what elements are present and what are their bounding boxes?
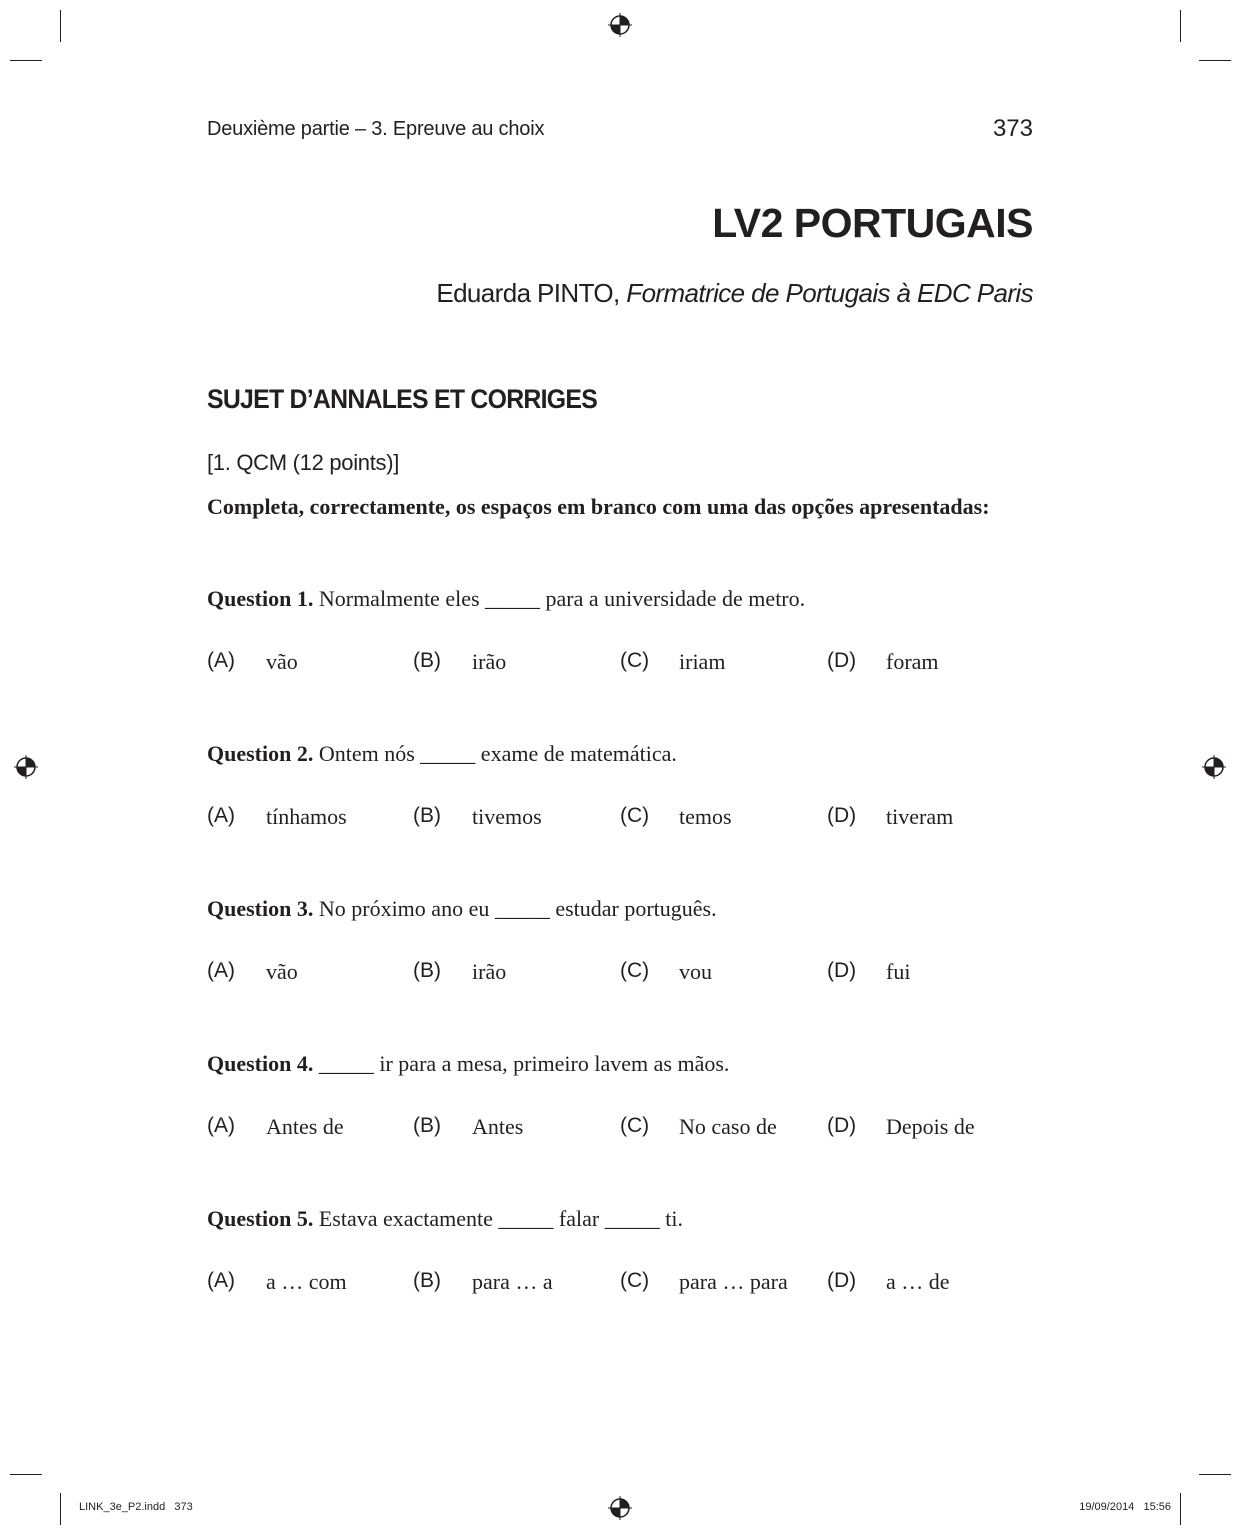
question-4 <box>207 1051 729 1077</box>
question-2 <box>207 741 677 767</box>
option-letter: (C) <box>620 1114 650 1137</box>
author-name: Eduarda PINTO, <box>436 278 620 308</box>
option-text: No caso de <box>679 1114 777 1139</box>
options-1 <box>207 649 1033 679</box>
question-label: Question 3. <box>207 896 314 921</box>
instruction-text: Completa, correctamente, os espaços em branco com uma das opções apresentadas: <box>207 494 990 519</box>
option-text: irão <box>472 649 507 674</box>
crop-mark <box>10 60 42 61</box>
question-label: Question 4. <box>207 1051 314 1076</box>
option-text: tínhamos <box>266 804 347 829</box>
option-letter: (D) <box>827 649 857 672</box>
option-letter: (D) <box>827 959 857 982</box>
question-label: Question 2. <box>207 741 314 766</box>
option-letter: (D) <box>827 804 857 827</box>
crop-mark <box>60 1493 61 1525</box>
option-letter: (B) <box>413 1269 441 1292</box>
question-text: Ontem nós _____ exame de matemática. <box>318 741 677 766</box>
question-text: Estava exactamente _____ falar _____ ti. <box>318 1206 683 1231</box>
option-letter: (A) <box>207 804 235 827</box>
crop-mark <box>10 1474 42 1475</box>
option-text: Antes de <box>266 1114 344 1139</box>
section-heading: SUJET D’ANNALES ET CORRIGES <box>207 384 598 414</box>
option-text: vou <box>679 959 712 984</box>
slug-date: 19/09/2014 15:56 <box>1079 1501 1171 1513</box>
option-letter: (B) <box>413 1114 441 1137</box>
option-text: temos <box>679 804 732 829</box>
page-number: 373 <box>992 115 1033 142</box>
option-text: foram <box>886 649 939 674</box>
options-4 <box>207 1114 1033 1144</box>
options-5 <box>207 1269 1033 1299</box>
question-label: Question 5. <box>207 1206 314 1231</box>
page-title: LV2 PORTUGAIS <box>712 200 1033 246</box>
option-text: a … com <box>266 1269 347 1294</box>
option-letter: (A) <box>207 1114 235 1137</box>
question-text: Normalmente eles _____ para a universidade de metro. <box>318 586 806 611</box>
option-letter: (A) <box>207 959 235 982</box>
running-head: Deuxième partie – 3. Epreuve au choix <box>207 118 545 140</box>
option-text: tivemos <box>472 804 542 829</box>
crop-mark <box>1199 1474 1231 1475</box>
option-text: Antes <box>472 1114 524 1139</box>
question-text: No próximo ano eu _____ estudar português. <box>318 896 717 921</box>
option-letter: (B) <box>413 649 441 672</box>
question-label: Question 1. <box>207 586 314 611</box>
registration-mark-icon <box>608 13 632 37</box>
option-text: iriam <box>679 649 726 674</box>
options-3 <box>207 959 1033 989</box>
question-5 <box>207 1206 683 1232</box>
option-letter: (B) <box>413 959 441 982</box>
option-text: fui <box>886 959 911 984</box>
options-2 <box>207 804 1033 834</box>
option-text: Depois de <box>886 1114 975 1139</box>
part-label: [1. QCM (12 points)] <box>207 450 400 475</box>
slug-file: LINK_3e_P2.indd 373 <box>79 1501 193 1513</box>
option-letter: (C) <box>620 1269 650 1292</box>
option-text: vão <box>266 959 298 984</box>
option-letter: (D) <box>827 1114 857 1137</box>
option-text: vão <box>266 649 298 674</box>
option-text: para … a <box>472 1269 553 1294</box>
author-line <box>436 278 1033 309</box>
crop-mark <box>1180 10 1181 42</box>
question-3 <box>207 896 717 922</box>
author-role: Formatrice de Portugais à EDC Paris <box>626 278 1033 308</box>
option-text: irão <box>472 959 507 984</box>
option-letter: (A) <box>207 1269 235 1292</box>
option-letter: (D) <box>827 1269 857 1292</box>
question-text: _____ ir para a mesa, primeiro lavem as mãos. <box>318 1051 730 1076</box>
option-text: para … para <box>679 1269 788 1294</box>
crop-mark <box>1199 60 1231 61</box>
option-text: tiveram <box>886 804 954 829</box>
option-letter: (A) <box>207 649 235 672</box>
option-letter: (C) <box>620 804 650 827</box>
option-letter: (C) <box>620 959 650 982</box>
registration-mark-icon <box>1202 755 1226 779</box>
crop-mark <box>1180 1493 1181 1525</box>
option-letter: (B) <box>413 804 441 827</box>
question-1 <box>207 586 805 612</box>
registration-mark-icon <box>14 755 38 779</box>
option-text: a … de <box>886 1269 950 1294</box>
crop-mark <box>60 10 61 42</box>
option-letter: (C) <box>620 649 650 672</box>
registration-mark-icon <box>608 1496 632 1520</box>
